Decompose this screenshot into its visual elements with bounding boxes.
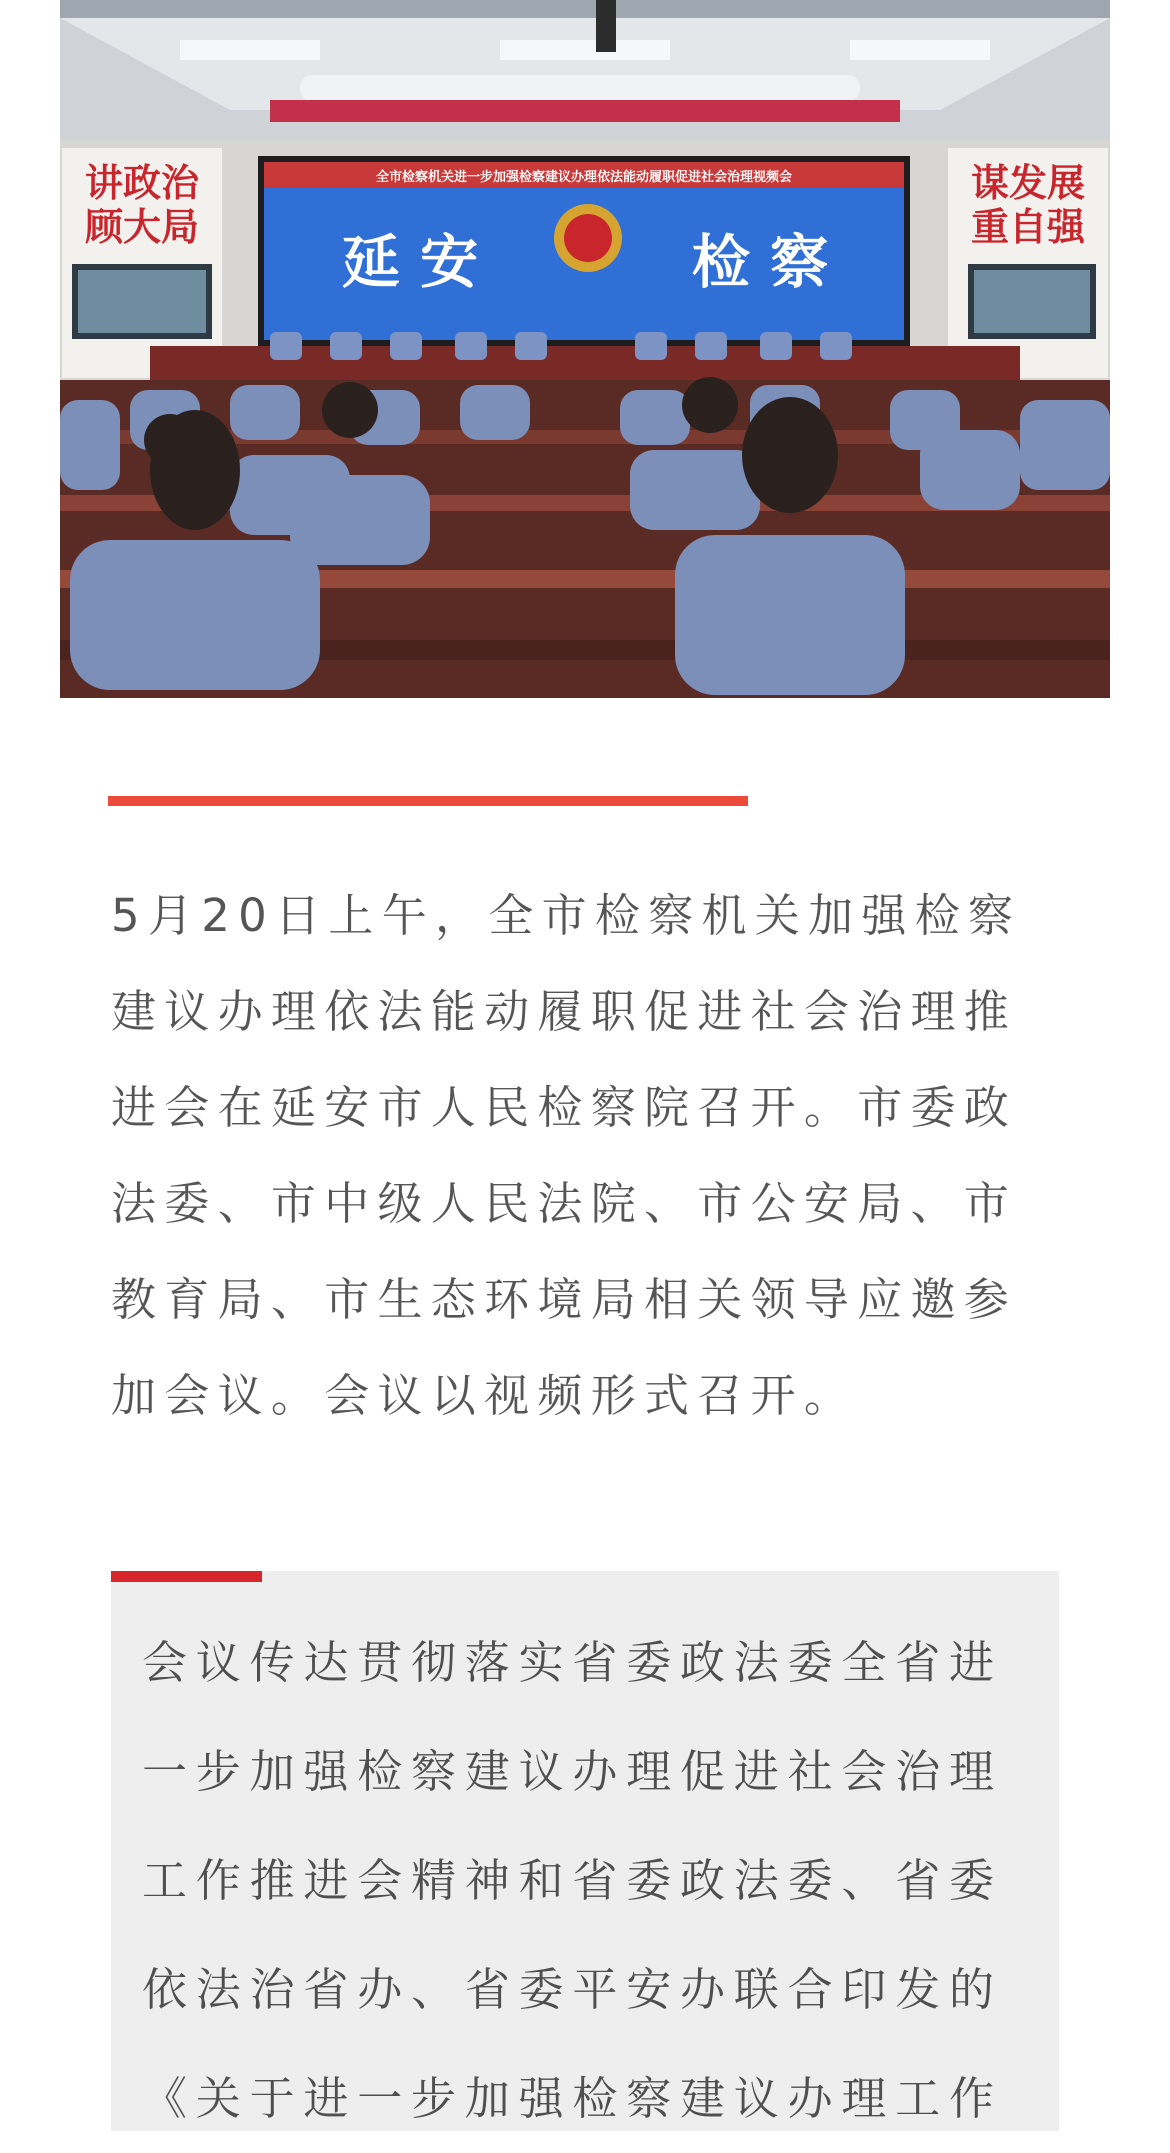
banner-right-text: 检 察 bbox=[691, 228, 829, 296]
meeting-photo bbox=[60, 0, 1110, 698]
banner-caption: 全市检察机关进一步加强检察建议办理依法能动履职促进社会治理视频会 bbox=[375, 170, 793, 185]
article-paragraph: 5月20日上午，全市检察机关加强检察建议办理依法能动履职促进社会治理推进会在延安市人民检察院召开。市委政法委、市中级人民法院、市公安局、市教育局、市生态环境局相关领导应邀参加会议。会议以视频形式召开。 bbox=[111, 889, 1022, 1422]
quote-text: 会议传达贯彻落实省委政法委全省进一步加强检察建议办理促进社会治理工作推进会精神和省委政法委、省委依法治省办、省委平安办联合印发的《关于进一步加强检察建议办理工作 bbox=[142, 1636, 1003, 2125]
right-slogan-line2: 重自强 bbox=[970, 204, 1086, 249]
right-slogan-line1: 谋发展 bbox=[970, 160, 1086, 205]
quote-accent-bar bbox=[111, 1571, 262, 1582]
left-slogan-line2: 顾大局 bbox=[84, 204, 200, 249]
banner-left-text: 延 安 bbox=[341, 228, 479, 296]
section-divider bbox=[108, 796, 748, 806]
left-slogan-line1: 讲政治 bbox=[84, 160, 200, 205]
